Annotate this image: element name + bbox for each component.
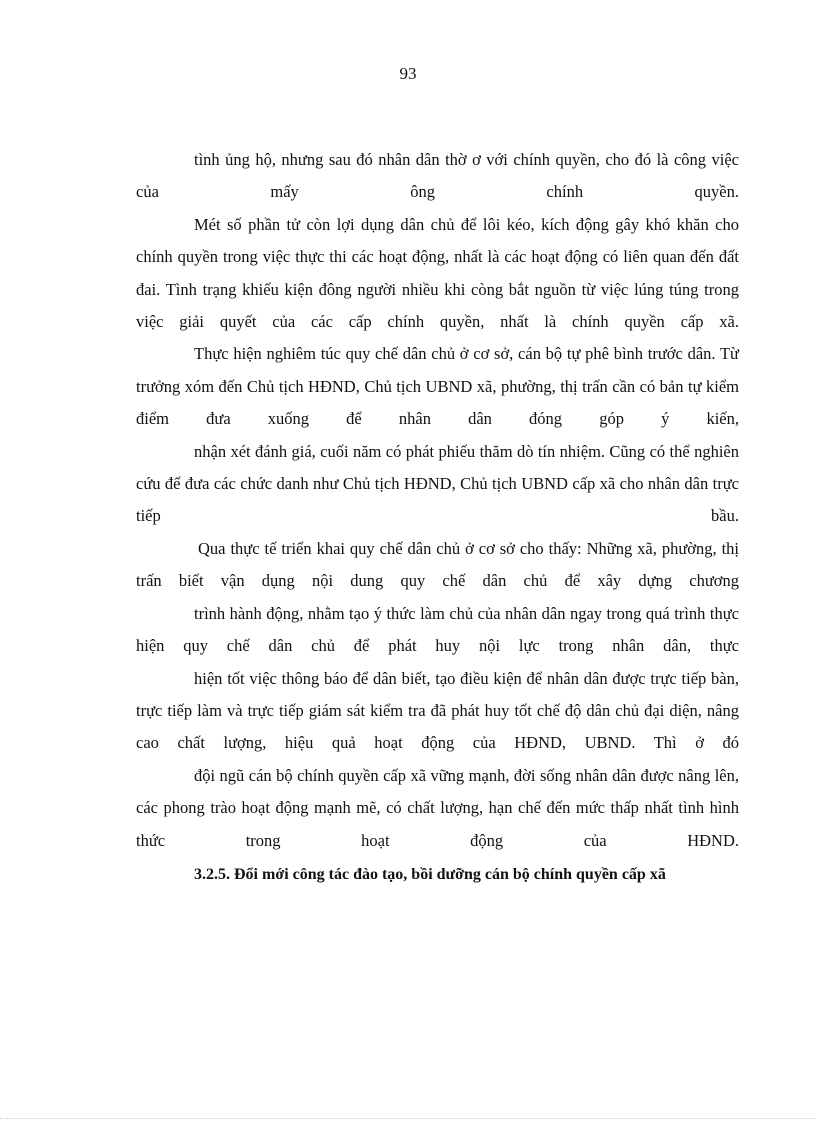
document-body xyxy=(136,144,739,893)
paragraph-2: Mét số phần tử còn lợi dụng dân chủ để lôi kéo, kích động gây khó khăn cho chính quyền trong việc thực thi các hoạt động, nhất là các hoạt động có liên quan đến đất đai. Tình trạng khiếu kiện đông người nhiều khi còng bắt nguồn từ việc lúng túng trong việc giải quyết của các cấp chính quyền, nhất là chính quyền cấp xã. xyxy=(136,214,739,332)
paragraph-6: trình hành động, nhằm tạo ý thức làm chủ của nhân dân ngay trong quá trình thực hiện quy chế dân chủ để phát huy nội lực trong nhân dân, thực xyxy=(136,603,739,656)
paragraph-1: tình ủng hộ, nhưng sau đó nhân dân thờ ơ với chính quyền, cho đó là công việc của mấy ông chính quyền. xyxy=(136,150,739,202)
paragraph-4: nhận xét đánh giá, cuối năm có phát phiếu thăm dò tín nhiệm. Cũng có thể nghiên cứu để đưa các chức danh như Chủ tịch HĐND, Chủ tịch UBND cấp xã cho nhân dân trực tiếp bầu. xyxy=(136,441,739,526)
page-bottom-divider xyxy=(0,1118,816,1119)
paragraph-7: hiện tốt việc thông báo để dân biết, tạo điều kiện để nhân dân được trực tiếp bàn, trực tiếp làm và trực tiếp giám sát kiểm tra đã phát huy tốt chế độ dân chủ đại diện, nâng cao chất lượng, hiệu quả hoạt động của HĐND, UBND. Thì ở đó xyxy=(136,668,739,753)
paragraph-5: Qua thực tế triển khai quy chế dân chủ ở cơ sở cho thấy: Những xã, phường, thị trấn biết vận dụng nội dung quy chế dân chủ để xây dựng chương xyxy=(136,538,739,591)
paragraph-3: Thực hiện nghiêm túc quy chế dân chủ ở cơ sở, cán bộ tự phê bình trước dân. Từ trưởng xóm đến Chủ tịch HĐND, Chủ tịch UBND xã, phường, thị trấn cần có bản tự kiểm điểm đưa xuống để nhân dân đóng góp ý kiến, xyxy=(136,344,739,429)
page-number: 93 xyxy=(399,64,417,83)
paragraph-8: đội ngũ cán bộ chính quyền cấp xã vững mạnh, đời sống nhân dân được nâng lên, các phong trào hoạt động mạnh mẽ, có chất lượng, hạn chế đến mức thấp nhất tình hình thức trong hoạt động của HĐND. xyxy=(136,765,739,850)
section-heading: 3.2.5. Đổi mới công tác đào tạo, bồi dưỡng cán bộ chính quyền cấp xã xyxy=(194,865,666,883)
